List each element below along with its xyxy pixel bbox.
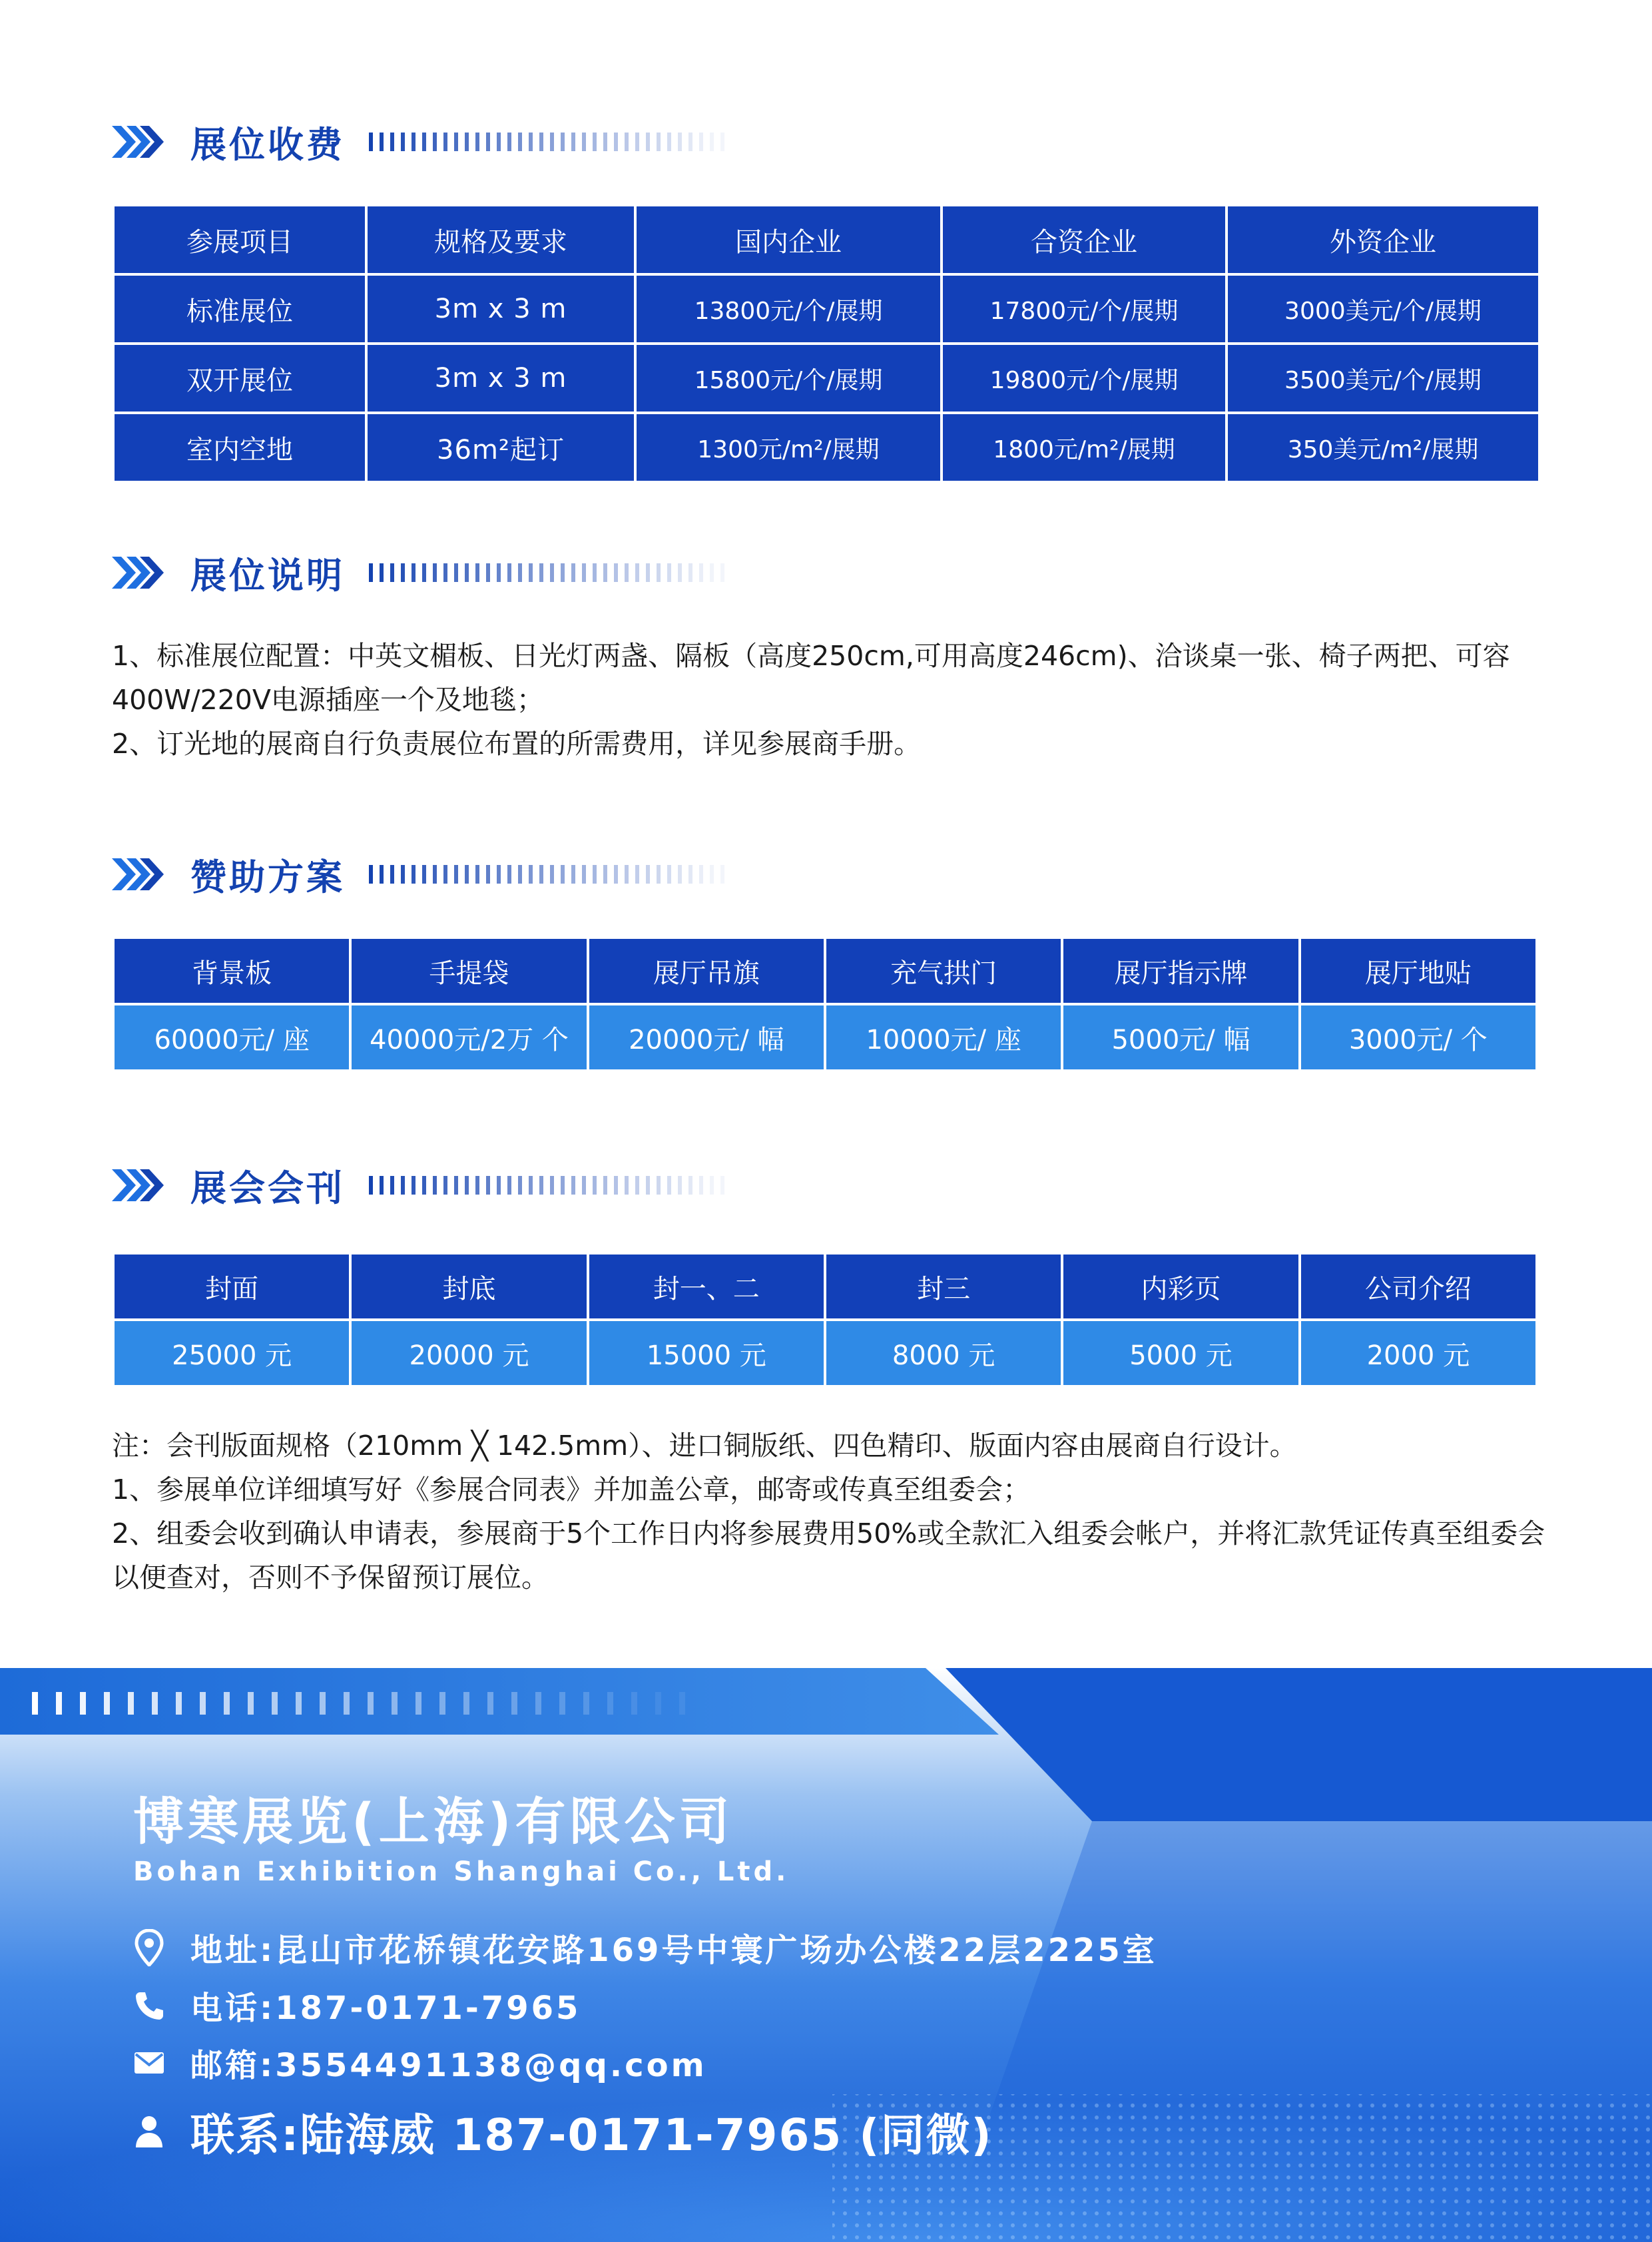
table-header: 合资企业 <box>942 205 1227 274</box>
table-row <box>113 1320 1537 1386</box>
note-paragraph: 2、订光地的展商自行负责展位布置的所需费用，详见参展商手册。 <box>112 728 922 760</box>
section-header-sponsor <box>112 844 755 904</box>
contact-text: 联系:陆海威 187-0171-7965 (同微) <box>190 2109 993 2161</box>
table-header: 展厅吊旗 <box>588 938 825 1004</box>
table-cell: 60000元/ 座 <box>113 1004 350 1071</box>
company-name-cn: 博寒展览(上海)有限公司 <box>133 1792 734 1851</box>
table-cell: 室内空地 <box>113 413 366 482</box>
fee-table <box>112 204 1541 483</box>
table-header: 封面 <box>113 1253 350 1320</box>
table-header-row <box>113 1253 1537 1320</box>
table-header: 展厅地贴 <box>1300 938 1537 1004</box>
table-header: 公司介绍 <box>1300 1253 1537 1320</box>
table-header: 内彩页 <box>1062 1253 1299 1320</box>
table-cell: 1300元/m²/展期 <box>635 413 942 482</box>
table-cell: 19800元/个/展期 <box>942 344 1227 413</box>
table-cell: 15000 元 <box>588 1320 825 1386</box>
double-chevron-icon <box>112 123 164 160</box>
table-cell: 8000 元 <box>825 1320 1062 1386</box>
table-cell: 3m x 3 m <box>366 344 635 413</box>
email-text[interactable]: 邮箱:3554491138@qq.com <box>190 2047 707 2084</box>
double-chevron-icon <box>112 1167 164 1204</box>
tick-decoration <box>369 133 755 151</box>
table-row <box>113 413 1539 482</box>
section-title: 赞助方案 <box>190 856 345 898</box>
tick-decoration <box>369 563 755 582</box>
table-cell: 3m x 3 m <box>366 274 635 344</box>
table-row <box>113 1004 1537 1071</box>
note-paragraph: 1、参展单位详细填写好《参展合同表》并加盖公章，邮寄或传真至组委会； <box>112 1474 1031 1506</box>
table-cell: 标准展位 <box>113 274 366 344</box>
table-cell: 2000 元 <box>1300 1320 1537 1386</box>
table-header: 背景板 <box>113 938 350 1004</box>
tick-decoration <box>369 1176 755 1195</box>
table-cell: 1800元/m²/展期 <box>942 413 1227 482</box>
table-cell: 5000 元 <box>1062 1320 1299 1386</box>
table-cell: 20000元/ 幅 <box>588 1004 825 1071</box>
table-cell: 20000 元 <box>350 1320 587 1386</box>
journal-table <box>112 1252 1538 1388</box>
section-header-journal <box>112 1155 755 1215</box>
table-cell: 3500美元/个/展期 <box>1227 344 1539 413</box>
section-title: 展位说明 <box>190 554 345 597</box>
note-paragraph: 注：会刊版面规格（210mm ╳ 142.5mm）、进口铜版纸、四色精印、版面内容由展商自行设计。 <box>112 1430 1297 1462</box>
table-header: 规格及要求 <box>366 205 635 274</box>
table-cell: 40000元/2万 个 <box>350 1004 587 1071</box>
footer <box>0 1668 1652 2242</box>
table-header-row <box>113 205 1539 274</box>
booth-notes <box>112 634 1550 766</box>
sponsor-table <box>112 936 1538 1072</box>
table-cell: 5000元/ 幅 <box>1062 1004 1299 1071</box>
table-row <box>113 344 1539 413</box>
table-header: 封一、二 <box>588 1253 825 1320</box>
table-header: 展厅指示牌 <box>1062 938 1299 1004</box>
email-row <box>131 2040 707 2086</box>
phone-row <box>131 1982 581 2028</box>
table-cell: 350美元/m²/展期 <box>1227 413 1539 482</box>
table-cell: 双开展位 <box>113 344 366 413</box>
section-title: 展会会刊 <box>190 1167 345 1209</box>
phone-icon <box>131 1987 168 2024</box>
company-name-en: Bohan Exhibition Shanghai Co., Ltd. <box>133 1856 790 1887</box>
table-header: 封底 <box>350 1253 587 1320</box>
table-row <box>113 274 1539 344</box>
table-cell: 3000元/ 个 <box>1300 1004 1537 1071</box>
section-header-booth-notes <box>112 543 755 603</box>
table-header: 封三 <box>825 1253 1062 1320</box>
section-header-fees <box>112 112 755 172</box>
double-chevron-icon <box>112 856 164 893</box>
table-cell: 10000元/ 座 <box>825 1004 1062 1071</box>
tick-decoration <box>369 865 755 884</box>
mail-icon <box>131 2044 168 2082</box>
table-header: 充气拱门 <box>825 938 1062 1004</box>
section-title: 展位收费 <box>190 123 345 166</box>
table-header: 手提袋 <box>350 938 587 1004</box>
address-row <box>131 1924 1157 1970</box>
table-header: 参展项目 <box>113 205 366 274</box>
person-icon <box>131 2113 168 2150</box>
table-cell: 36m²起订 <box>366 413 635 482</box>
note-paragraph: 1、标准展位配置：中英文楣板、日光灯两盏、隔板（高度250cm,可用高度246cm)、洽谈桌一张、椅子两把、可容400W/220V电源插座一个及地毯； <box>112 640 1510 716</box>
location-pin-icon <box>131 1929 168 1966</box>
table-header: 国内企业 <box>635 205 942 274</box>
table-header-row <box>113 938 1537 1004</box>
table-cell: 15800元/个/展期 <box>635 344 942 413</box>
table-cell: 25000 元 <box>113 1320 350 1386</box>
table-cell: 17800元/个/展期 <box>942 274 1227 344</box>
address-text: 地址:昆山市花桥镇花安路169号中寰广场办公楼22层2225室 <box>190 1932 1157 1969</box>
table-cell: 3000美元/个/展期 <box>1227 274 1539 344</box>
note-paragraph: 2、组委会收到确认申请表，参展商于5个工作日内将参展费用50%或全款汇入组委会帐户，并将汇款凭证传真至组委会以便查对，否则不予保留预订展位。 <box>112 1518 1545 1593</box>
double-chevron-icon <box>112 554 164 591</box>
journal-notes <box>112 1424 1550 1599</box>
table-cell: 13800元/个/展期 <box>635 274 942 344</box>
contact-row <box>131 2100 993 2163</box>
phone-text[interactable]: 电话:187-0171-7965 <box>190 1990 581 2027</box>
table-header: 外资企业 <box>1227 205 1539 274</box>
